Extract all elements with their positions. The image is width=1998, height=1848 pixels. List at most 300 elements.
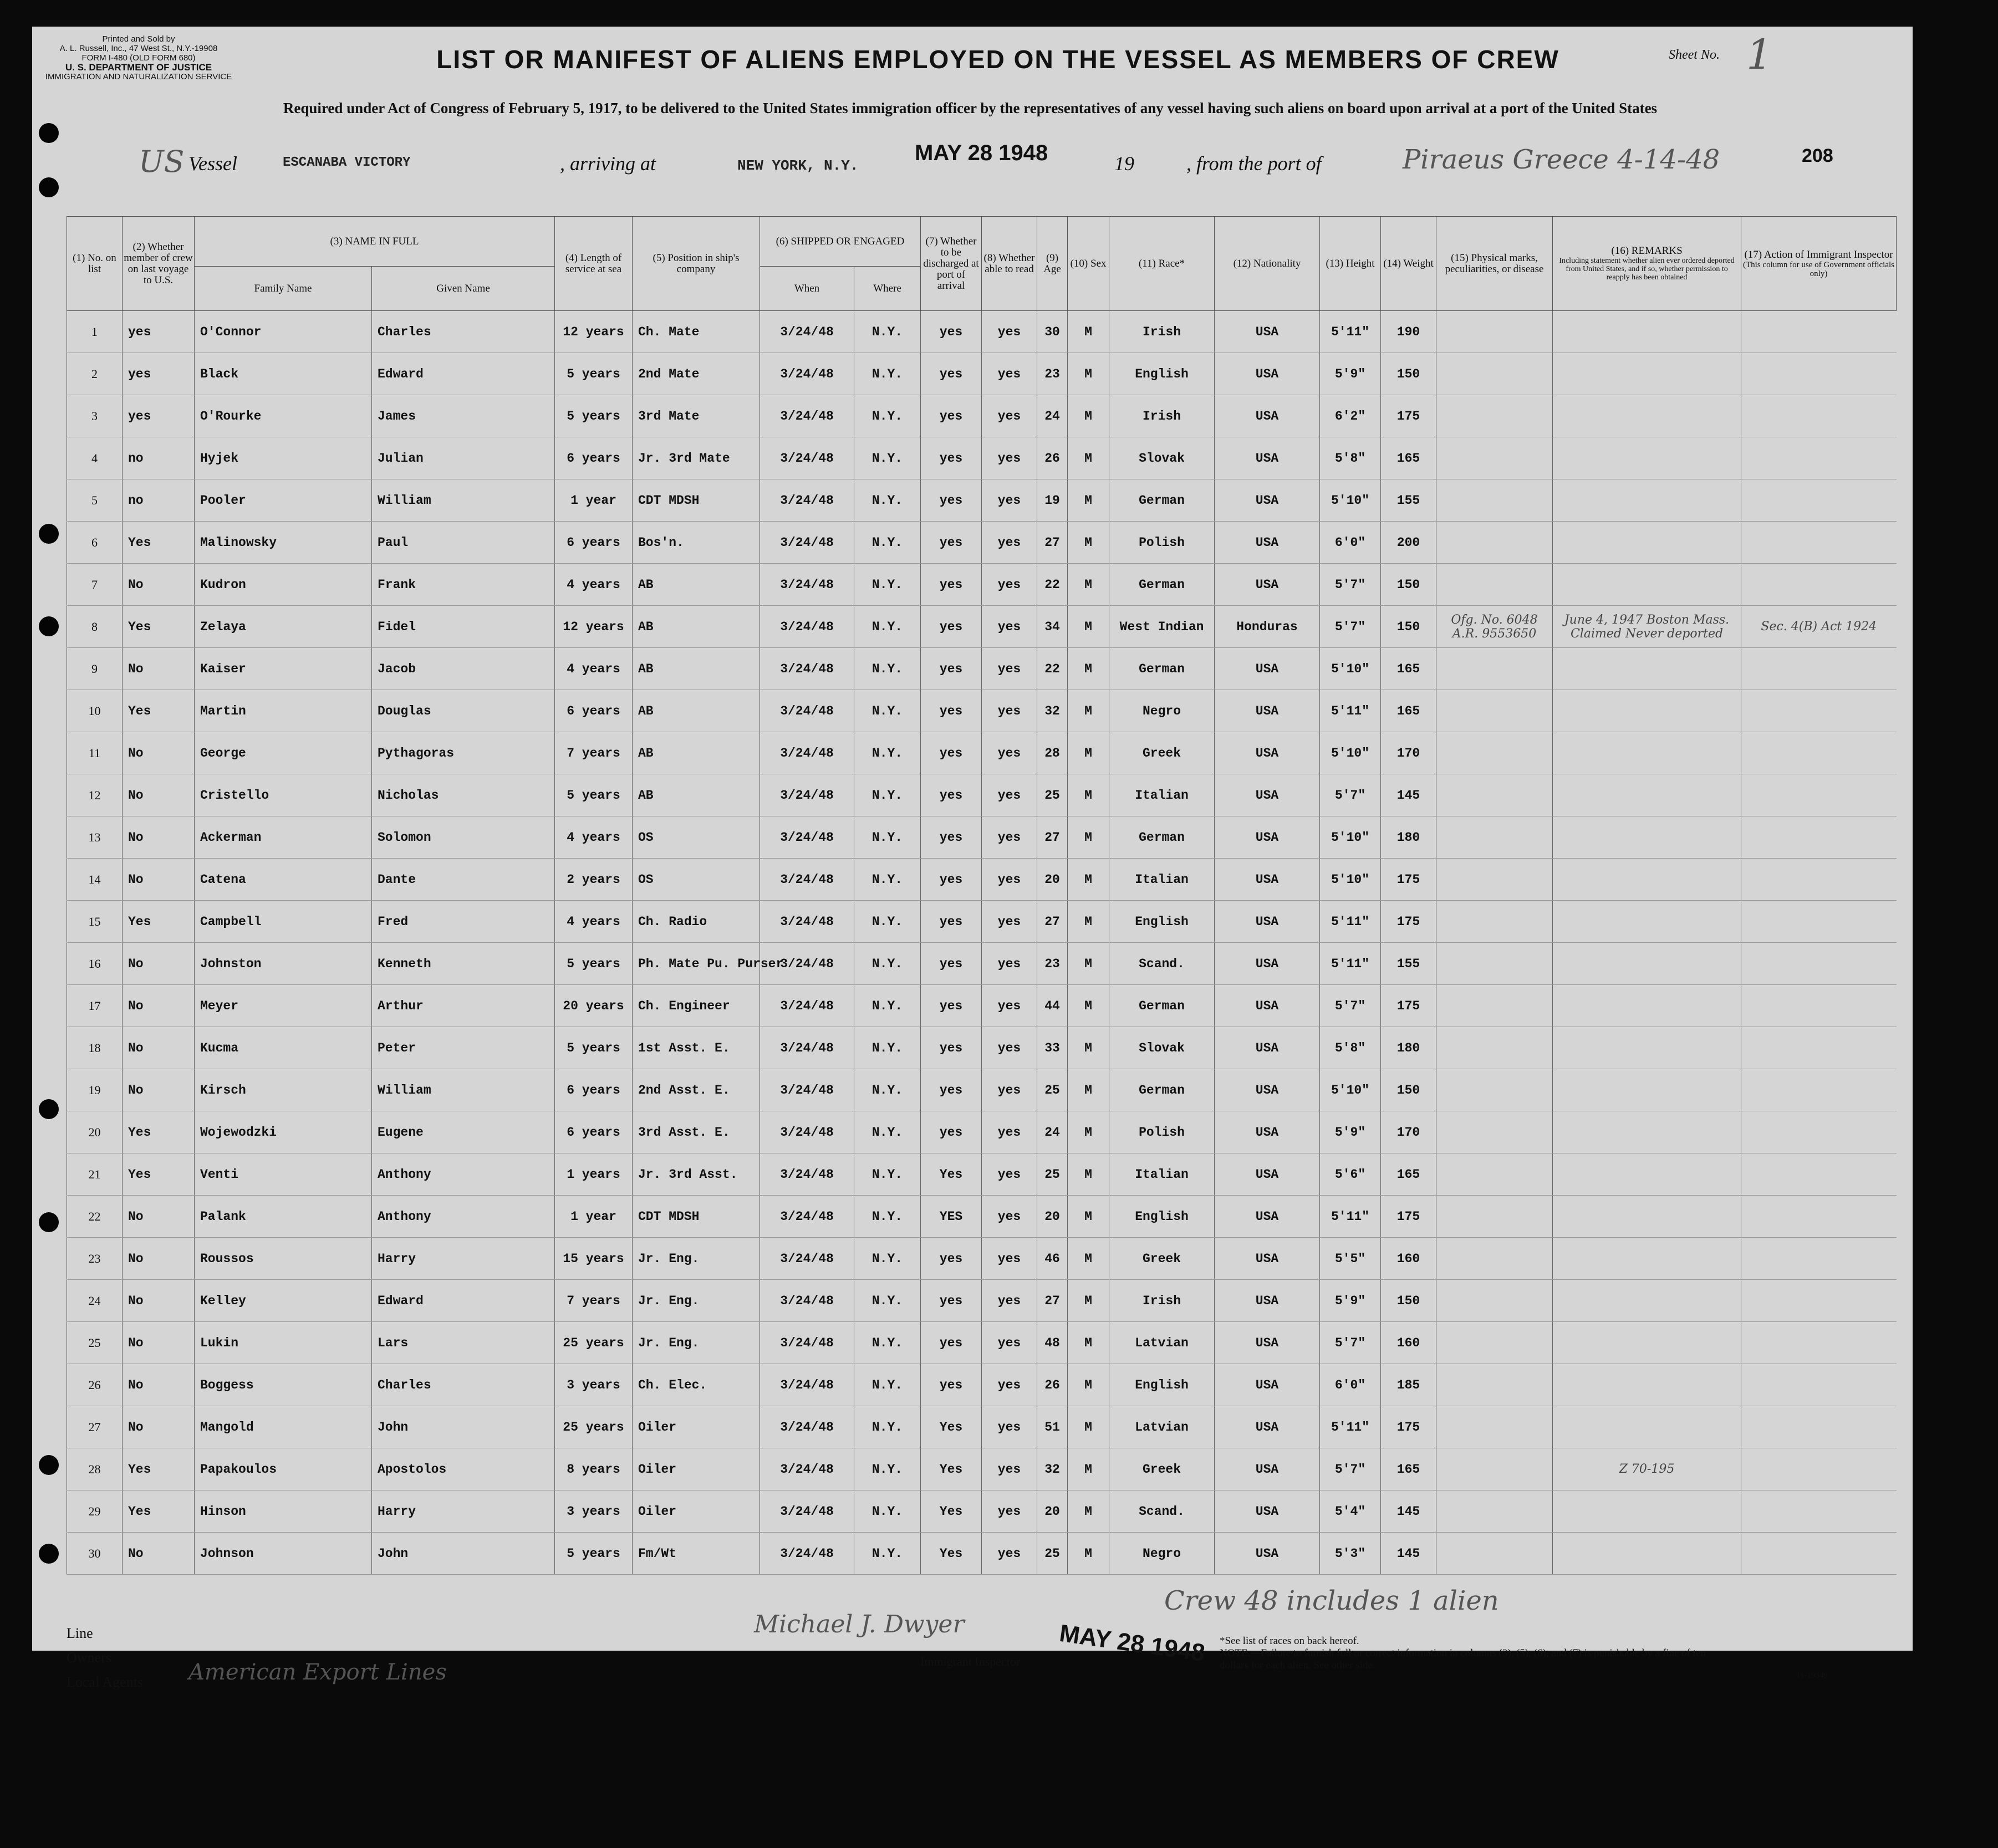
race-cell: Irish (1109, 1280, 1215, 1322)
able-to-read-cell: yes (982, 1027, 1037, 1069)
shipped-where-cell: N.Y. (854, 1027, 921, 1069)
shipped-where-cell: N.Y. (854, 1364, 921, 1406)
able-to-read-cell: yes (982, 1238, 1037, 1280)
service-length-cell: 4 years (555, 564, 633, 606)
physical-marks-cell (1436, 564, 1553, 606)
discharged-cell: yes (921, 353, 982, 395)
last-voyage-cell: No (123, 1364, 195, 1406)
sex-cell: M (1068, 1490, 1109, 1533)
footer-block (67, 1621, 447, 1694)
discharged-cell: yes (921, 1280, 982, 1322)
sex-cell: M (1068, 395, 1109, 437)
service-length-cell: 5 years (555, 1027, 633, 1069)
given-name-cell: Apostolos (372, 1448, 555, 1490)
weight-cell: 165 (1381, 690, 1436, 732)
table-row (67, 859, 1897, 901)
sex-cell: M (1068, 437, 1109, 479)
given-name-cell: Jacob (372, 648, 555, 690)
table-row (67, 1111, 1897, 1153)
discharged-cell: yes (921, 479, 982, 522)
sex-cell: M (1068, 522, 1109, 564)
physical-marks-cell (1436, 1533, 1553, 1575)
race-cell: English (1109, 1364, 1215, 1406)
able-to-read-cell: yes (982, 774, 1037, 816)
remarks-cell: June 4, 1947 Boston Mass. Claimed Never deported (1553, 606, 1741, 648)
physical-marks-cell (1436, 479, 1553, 522)
shipped-where-cell: N.Y. (854, 1490, 921, 1533)
inspector-action-cell (1741, 1406, 1897, 1448)
service-length-cell: 12 years (555, 311, 633, 353)
race-cell: German (1109, 1069, 1215, 1111)
table-row (67, 564, 1897, 606)
race-cell: German (1109, 985, 1215, 1027)
table-row (67, 353, 1897, 395)
weight-cell: 150 (1381, 1069, 1436, 1111)
able-to-read-cell: yes (982, 1280, 1037, 1322)
race-cell: German (1109, 648, 1215, 690)
position-cell: Jr. Eng. (633, 1280, 760, 1322)
service-length-cell: 4 years (555, 648, 633, 690)
family-name-cell: Kudron (195, 564, 372, 606)
nationality-cell: USA (1215, 732, 1320, 774)
nationality-cell: USA (1215, 395, 1320, 437)
age-cell: 25 (1037, 1533, 1068, 1575)
service-length-cell: 1 years (555, 1153, 633, 1196)
physical-marks-cell (1436, 859, 1553, 901)
physical-marks-cell: Ofg. No. 6048 A.R. 9553650 (1436, 606, 1553, 648)
age-cell: 27 (1037, 901, 1068, 943)
punch-hole (39, 1544, 59, 1564)
position-cell: Jr. 3rd Asst. (633, 1153, 760, 1196)
family-name-cell: Catena (195, 859, 372, 901)
shipped-where-cell: N.Y. (854, 606, 921, 648)
row-number: 18 (67, 1027, 123, 1069)
row-number: 8 (67, 606, 123, 648)
shipped-where-cell: N.Y. (854, 395, 921, 437)
service-length-cell: 4 years (555, 816, 633, 859)
col-header-height: (13) Height (1320, 217, 1381, 311)
row-number: 20 (67, 1111, 123, 1153)
sex-cell: M (1068, 1111, 1109, 1153)
weight-cell: 150 (1381, 353, 1436, 395)
col-header-shipped: (6) SHIPPED OR ENGAGED (760, 217, 921, 267)
family-name-cell: George (195, 732, 372, 774)
shipped-when-cell: 3/24/48 (760, 1238, 854, 1280)
physical-marks-cell (1436, 1448, 1553, 1490)
shipped-where-cell: N.Y. (854, 901, 921, 943)
able-to-read-cell: yes (982, 479, 1037, 522)
inspector-action-cell (1741, 437, 1897, 479)
shipped-when-cell: 3/24/48 (760, 1322, 854, 1364)
shipped-where-cell: N.Y. (854, 437, 921, 479)
family-name-cell: Wojewodzki (195, 1111, 372, 1153)
inspector-action-cell (1741, 1448, 1897, 1490)
position-cell: Jr. 3rd Mate (633, 437, 760, 479)
last-voyage-cell: No (123, 774, 195, 816)
inspector-action-cell (1741, 1533, 1897, 1575)
remarks-cell (1553, 1533, 1741, 1575)
given-name-cell: Harry (372, 1238, 555, 1280)
nationality-cell: USA (1215, 1490, 1320, 1533)
punch-hole (39, 123, 59, 143)
col-header-age: (9) Age (1037, 217, 1068, 311)
row-number: 23 (67, 1238, 123, 1280)
discharged-cell: yes (921, 943, 982, 985)
remarks-cell (1553, 311, 1741, 353)
race-cell: Italian (1109, 774, 1215, 816)
arriving-label: , arriving at (560, 152, 656, 175)
vessel-name: ESCANABA VICTORY (283, 155, 411, 170)
sex-cell: M (1068, 859, 1109, 901)
shipped-where-cell: N.Y. (854, 859, 921, 901)
shipped-where-cell: N.Y. (854, 1280, 921, 1322)
race-cell: German (1109, 816, 1215, 859)
nationality-cell: USA (1215, 1448, 1320, 1490)
remarks-cell (1553, 1490, 1741, 1533)
position-cell: Oiler (633, 1490, 760, 1533)
discharged-cell: yes (921, 1364, 982, 1406)
table-row (67, 1280, 1897, 1322)
able-to-read-cell: yes (982, 1406, 1037, 1448)
last-voyage-cell: no (123, 479, 195, 522)
col-header-read: (8) Whether able to read (982, 217, 1037, 311)
family-name-cell: Mangold (195, 1406, 372, 1448)
col-header-last-voyage: (2) Whether member of crew on last voyage to U.S. (123, 217, 195, 311)
shipped-when-cell: 3/24/48 (760, 901, 854, 943)
row-number: 29 (67, 1490, 123, 1533)
family-name-cell: Boggess (195, 1364, 372, 1406)
weight-cell: 175 (1381, 901, 1436, 943)
height-cell: 5'8" (1320, 437, 1381, 479)
col-header-where: Where (854, 267, 921, 311)
last-voyage-cell: yes (123, 311, 195, 353)
remarks-cell (1553, 732, 1741, 774)
position-cell: Jr. Eng. (633, 1322, 760, 1364)
shipped-where-cell: N.Y. (854, 311, 921, 353)
table-row (67, 1490, 1897, 1533)
height-cell: 5'10" (1320, 816, 1381, 859)
shipped-where-cell: N.Y. (854, 1238, 921, 1280)
remarks-cell (1553, 1406, 1741, 1448)
service-length-cell: 6 years (555, 1111, 633, 1153)
position-cell: AB (633, 606, 760, 648)
position-cell: Jr. Eng. (633, 1238, 760, 1280)
weight-cell: 165 (1381, 648, 1436, 690)
position-cell: OS (633, 859, 760, 901)
race-cell: English (1109, 901, 1215, 943)
nationality-cell: USA (1215, 1111, 1320, 1153)
position-cell: Fm/Wt (633, 1533, 760, 1575)
last-voyage-cell: No (123, 1322, 195, 1364)
discharged-cell: YES (921, 1196, 982, 1238)
table-row (67, 1153, 1897, 1196)
last-voyage-cell: No (123, 1069, 195, 1111)
able-to-read-cell: yes (982, 690, 1037, 732)
age-cell: 22 (1037, 564, 1068, 606)
weight-cell: 165 (1381, 1153, 1436, 1196)
weight-cell: 165 (1381, 437, 1436, 479)
service-length-cell: 3 years (555, 1490, 633, 1533)
physical-marks-cell (1436, 1322, 1553, 1364)
position-cell: 1st Asst. E. (633, 1027, 760, 1069)
table-row (67, 774, 1897, 816)
remarks-cell (1553, 395, 1741, 437)
shipped-when-cell: 3/24/48 (760, 943, 854, 985)
nationality-cell: USA (1215, 859, 1320, 901)
last-voyage-cell: Yes (123, 690, 195, 732)
race-cell: Negro (1109, 690, 1215, 732)
table-row (67, 816, 1897, 859)
row-number: 4 (67, 437, 123, 479)
local-agents-value: American Export Lines (188, 1660, 447, 1685)
inspector-action-cell (1741, 1111, 1897, 1153)
punch-hole (39, 177, 59, 197)
remarks-subtitle: Including statement whether alien ever ordered deported from United States, and if so, whether permission to reapply has been obtained (1559, 257, 1735, 282)
service-length-cell: 5 years (555, 774, 633, 816)
height-cell: 5'7" (1320, 606, 1381, 648)
sex-cell: M (1068, 1322, 1109, 1364)
row-number: 30 (67, 1533, 123, 1575)
vessel-flag: US (139, 144, 185, 179)
table-row (67, 1027, 1897, 1069)
inspector-action-cell (1741, 774, 1897, 816)
age-cell: 28 (1037, 732, 1068, 774)
inspector-action-cell (1741, 479, 1897, 522)
shipped-when-cell: 3/24/48 (760, 732, 854, 774)
given-name-cell: James (372, 395, 555, 437)
inspector-action-cell (1741, 1238, 1897, 1280)
sex-cell: M (1068, 1364, 1109, 1406)
able-to-read-cell: yes (982, 859, 1037, 901)
given-name-cell: Kenneth (372, 943, 555, 985)
position-cell: AB (633, 690, 760, 732)
col-header-family-name: Family Name (195, 267, 372, 311)
able-to-read-cell: yes (982, 1111, 1037, 1153)
row-number: 5 (67, 479, 123, 522)
shipped-when-cell: 3/24/48 (760, 437, 854, 479)
from-label: , from the port of (1186, 152, 1322, 175)
inspector-action-cell (1741, 943, 1897, 985)
race-cell: Slovak (1109, 1027, 1215, 1069)
local-agents-label: Local Agents (67, 1674, 143, 1690)
age-cell: 24 (1037, 1111, 1068, 1153)
height-cell: 5'10" (1320, 859, 1381, 901)
physical-marks-cell (1436, 1238, 1553, 1280)
shipped-where-cell: N.Y. (854, 943, 921, 985)
row-number: 22 (67, 1196, 123, 1238)
shipped-when-cell: 3/24/48 (760, 1027, 854, 1069)
height-cell: 5'7" (1320, 1322, 1381, 1364)
race-cell: Greek (1109, 1238, 1215, 1280)
age-cell: 48 (1037, 1322, 1068, 1364)
family-name-cell: Hinson (195, 1490, 372, 1533)
race-cell: English (1109, 353, 1215, 395)
position-cell: 3rd Asst. E. (633, 1111, 760, 1153)
family-name-cell: Black (195, 353, 372, 395)
position-cell: 3rd Mate (633, 395, 760, 437)
given-name-cell: Eugene (372, 1111, 555, 1153)
race-cell: Scand. (1109, 943, 1215, 985)
discharged-cell: yes (921, 437, 982, 479)
vessel-line (139, 141, 1857, 183)
family-name-cell: Malinowsky (195, 522, 372, 564)
able-to-read-cell: yes (982, 1069, 1037, 1111)
weight-cell: 160 (1381, 1238, 1436, 1280)
remarks-cell (1553, 1153, 1741, 1196)
shipped-where-cell: N.Y. (854, 564, 921, 606)
able-to-read-cell: yes (982, 816, 1037, 859)
last-voyage-cell: yes (123, 353, 195, 395)
age-cell: 32 (1037, 690, 1068, 732)
family-name-cell: O'Connor (195, 311, 372, 353)
able-to-read-cell: yes (982, 943, 1037, 985)
service-length-cell: 2 years (555, 859, 633, 901)
race-cell: Italian (1109, 859, 1215, 901)
shipped-when-cell: 3/24/48 (760, 1406, 854, 1448)
shipped-where-cell: N.Y. (854, 1111, 921, 1153)
height-cell: 5'10" (1320, 479, 1381, 522)
service-length-cell: 6 years (555, 522, 633, 564)
family-name-cell: Pooler (195, 479, 372, 522)
row-number: 11 (67, 732, 123, 774)
table-row (67, 648, 1897, 690)
inspector-action-cell (1741, 648, 1897, 690)
row-number: 15 (67, 901, 123, 943)
weight-cell: 150 (1381, 1280, 1436, 1322)
service-length-cell: 12 years (555, 606, 633, 648)
family-name-cell: Zelaya (195, 606, 372, 648)
weight-cell: 155 (1381, 943, 1436, 985)
shipped-where-cell: N.Y. (854, 774, 921, 816)
sex-cell: M (1068, 732, 1109, 774)
position-cell: Oiler (633, 1406, 760, 1448)
height-cell: 5'10" (1320, 648, 1381, 690)
weight-cell: 175 (1381, 395, 1436, 437)
age-cell: 34 (1037, 606, 1068, 648)
able-to-read-cell: yes (982, 985, 1037, 1027)
inspector-action-cell (1741, 1069, 1897, 1111)
nationality-cell: USA (1215, 816, 1320, 859)
height-cell: 5'11" (1320, 690, 1381, 732)
shipped-when-cell: 3/24/48 (760, 395, 854, 437)
shipped-when-cell: 3/24/48 (760, 774, 854, 816)
remarks-cell (1553, 564, 1741, 606)
last-voyage-cell: No (123, 564, 195, 606)
discharged-cell: yes (921, 395, 982, 437)
able-to-read-cell: yes (982, 1448, 1037, 1490)
shipped-where-cell: N.Y. (854, 353, 921, 395)
nationality-cell: USA (1215, 1238, 1320, 1280)
nationality-cell: Honduras (1215, 606, 1320, 648)
race-cell: Greek (1109, 1448, 1215, 1490)
shipped-when-cell: 3/24/48 (760, 1533, 854, 1575)
race-cell: Polish (1109, 1111, 1215, 1153)
races-note: *See list of races on back hereof. (1220, 1635, 1359, 1647)
physical-marks-cell (1436, 1027, 1553, 1069)
able-to-read-cell: yes (982, 732, 1037, 774)
discharged-cell: Yes (921, 1490, 982, 1533)
height-cell: 5'10" (1320, 1069, 1381, 1111)
remarks-cell: Z 70-195 (1553, 1448, 1741, 1490)
row-number: 26 (67, 1364, 123, 1406)
race-cell: Negro (1109, 1533, 1215, 1575)
sex-cell: M (1068, 606, 1109, 648)
height-cell: 5'11" (1320, 1196, 1381, 1238)
inspector-action-cell (1741, 1027, 1897, 1069)
discharged-cell: yes (921, 774, 982, 816)
family-name-cell: Cristello (195, 774, 372, 816)
col-header-marks: (15) Physical marks, peculiarities, or disease (1436, 217, 1553, 311)
family-name-cell: Kelley (195, 1280, 372, 1322)
last-voyage-cell: Yes (123, 1153, 195, 1196)
last-voyage-cell: No (123, 985, 195, 1027)
service-length-cell: 5 years (555, 353, 633, 395)
position-cell: 2nd Asst. E. (633, 1069, 760, 1111)
physical-marks-cell (1436, 901, 1553, 943)
height-cell: 5'7" (1320, 774, 1381, 816)
nationality-cell: USA (1215, 1322, 1320, 1364)
last-voyage-cell: Yes (123, 901, 195, 943)
table-row (67, 479, 1897, 522)
remarks-cell (1553, 859, 1741, 901)
sex-cell: M (1068, 1153, 1109, 1196)
inspector-action-cell (1741, 859, 1897, 901)
height-cell: 5'3" (1320, 1533, 1381, 1575)
family-name-cell: Campbell (195, 901, 372, 943)
weight-cell: 175 (1381, 1406, 1436, 1448)
nationality-cell: USA (1215, 1364, 1320, 1406)
family-name-cell: Kucma (195, 1027, 372, 1069)
inspector-action-cell (1741, 1196, 1897, 1238)
position-cell: Ch. Radio (633, 901, 760, 943)
height-cell: 5'11" (1320, 901, 1381, 943)
punch-hole (39, 1099, 59, 1119)
shipped-when-cell: 3/24/48 (760, 1153, 854, 1196)
given-name-cell: Solomon (372, 816, 555, 859)
remarks-cell (1553, 943, 1741, 985)
discharged-cell: Yes (921, 1153, 982, 1196)
physical-marks-cell (1436, 1111, 1553, 1153)
shipped-when-cell: 3/24/48 (760, 1280, 854, 1322)
punch-hole (39, 524, 59, 544)
able-to-read-cell: yes (982, 395, 1037, 437)
height-cell: 5'10" (1320, 732, 1381, 774)
nationality-cell: USA (1215, 774, 1320, 816)
age-cell: 51 (1037, 1406, 1068, 1448)
weight-cell: 190 (1381, 311, 1436, 353)
nationality-cell: USA (1215, 1069, 1320, 1111)
last-voyage-cell: No (123, 1406, 195, 1448)
table-row (67, 437, 1897, 479)
position-cell: 2nd Mate (633, 353, 760, 395)
height-cell: 5'7" (1320, 985, 1381, 1027)
inspection-date-stamp: MAY 28 1948 (1057, 1619, 1207, 1667)
last-voyage-cell: No (123, 943, 195, 985)
sex-cell: M (1068, 1280, 1109, 1322)
nationality-cell: USA (1215, 564, 1320, 606)
able-to-read-cell: yes (982, 1533, 1037, 1575)
age-cell: 23 (1037, 943, 1068, 985)
physical-marks-cell (1436, 1280, 1553, 1322)
age-cell: 24 (1037, 395, 1068, 437)
physical-marks-cell (1436, 985, 1553, 1027)
vessel-label: Vessel (188, 152, 237, 175)
remarks-cell (1553, 479, 1741, 522)
weight-cell: 180 (1381, 1027, 1436, 1069)
weight-cell: 150 (1381, 606, 1436, 648)
remarks-cell (1553, 774, 1741, 816)
given-name-cell: Paul (372, 522, 555, 564)
